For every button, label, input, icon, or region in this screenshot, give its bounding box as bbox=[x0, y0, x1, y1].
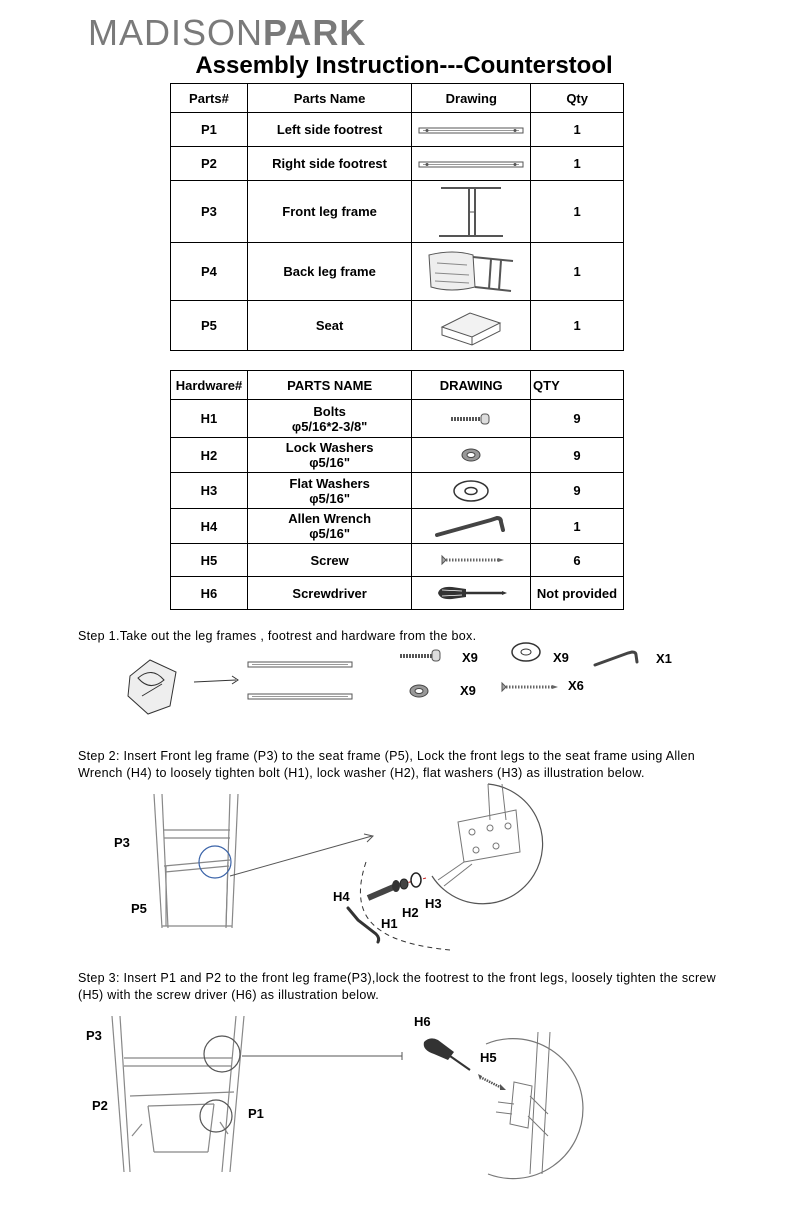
part-id: P4 bbox=[171, 243, 248, 301]
header-hw-drawing: DRAWING bbox=[412, 371, 531, 400]
hardware-id: H3 bbox=[171, 473, 248, 509]
hardware-name: Lock Washers bbox=[285, 440, 374, 455]
part-name: Front leg frame bbox=[247, 181, 411, 243]
part-name: Back leg frame bbox=[247, 243, 411, 301]
step2-label-p3: P3 bbox=[114, 835, 130, 850]
part-id: P2 bbox=[171, 147, 248, 181]
part-id: P3 bbox=[171, 181, 248, 243]
hardware-name-cell bbox=[247, 473, 411, 509]
step1-wrench-icon bbox=[592, 643, 640, 669]
table-row bbox=[171, 147, 624, 181]
step2-label-h2: H2 bbox=[402, 905, 419, 920]
header-hw-parts-name: PARTS NAME bbox=[247, 371, 411, 400]
hardware-spec: φ5/16*2-3/8" bbox=[291, 418, 368, 434]
step1-bolt-count: X9 bbox=[462, 650, 478, 665]
step3-label-h6: H6 bbox=[414, 1014, 431, 1029]
step1-text: Step 1.Take out the leg frames , footrest and hardware from the box. bbox=[78, 629, 477, 643]
part-id: P5 bbox=[171, 301, 248, 351]
bolt-drawing bbox=[412, 400, 531, 438]
step3-frame-illustration bbox=[104, 1012, 264, 1180]
step2-text: Step 2: Insert Front leg frame (P3) to the seat frame (P5), Lock the front legs to the seat frame using Allen Wrench (H4) to loosely tighten bolt (H1), lock washer (H2), flat washers (H3) as illustration below. bbox=[78, 749, 696, 780]
screw-shape bbox=[480, 1077, 502, 1088]
lock-washer-shape bbox=[400, 879, 408, 889]
brand-logo bbox=[88, 12, 366, 54]
bolt-shape bbox=[368, 886, 396, 898]
hardware-name: Screw bbox=[247, 544, 411, 577]
screwdriver-shaft bbox=[450, 1056, 470, 1070]
hardware-name-cell bbox=[247, 509, 411, 544]
header-hardware-num: Hardware# bbox=[171, 371, 248, 400]
screw-drawing bbox=[412, 544, 531, 577]
table-row bbox=[171, 544, 624, 577]
parts-table bbox=[170, 83, 624, 351]
part-name: Left side footrest bbox=[247, 113, 411, 147]
hardware-id: H2 bbox=[171, 438, 248, 473]
step2-label-h4: H4 bbox=[333, 889, 350, 904]
part-qty: 1 bbox=[531, 243, 624, 301]
hardware-qty: 9 bbox=[531, 438, 624, 473]
screwdriver-handle bbox=[424, 1038, 454, 1060]
hardware-qty: 9 bbox=[531, 400, 624, 438]
part-qty: 1 bbox=[531, 147, 624, 181]
front-leg-frame-drawing bbox=[412, 181, 531, 243]
table-row bbox=[171, 400, 624, 438]
flat-washer-drawing bbox=[412, 473, 531, 509]
hardware-spec: φ5/16" bbox=[309, 455, 351, 470]
hardware-qty: 1 bbox=[531, 509, 624, 544]
table-row bbox=[171, 577, 624, 610]
left-footrest-drawing bbox=[412, 113, 531, 147]
header-qty: Qty bbox=[531, 84, 624, 113]
part-name: Right side footrest bbox=[247, 147, 411, 181]
table-header-row bbox=[171, 371, 624, 400]
table-row bbox=[171, 509, 624, 544]
header-parts-name: Parts Name bbox=[247, 84, 411, 113]
header-drawing: Drawing bbox=[412, 84, 531, 113]
table-row bbox=[171, 473, 624, 509]
part-qty: 1 bbox=[531, 113, 624, 147]
allen-wrench-drawing bbox=[412, 509, 531, 544]
hardware-qty: 9 bbox=[531, 473, 624, 509]
page-title: Assembly Instruction---Counterstool bbox=[195, 52, 613, 79]
hardware-name-cell bbox=[247, 438, 411, 473]
step1-screw-icon bbox=[500, 681, 560, 693]
step1-flat-washer-icon bbox=[509, 641, 543, 663]
footrest-pair-drawing bbox=[248, 662, 352, 699]
hardware-name: Screwdriver bbox=[247, 577, 411, 610]
part-qty: 1 bbox=[531, 181, 624, 243]
hardware-spec: φ5/16" bbox=[309, 490, 351, 506]
right-footrest-drawing bbox=[412, 147, 531, 181]
table-row bbox=[171, 243, 624, 301]
step1-lock-washer-icon bbox=[407, 683, 431, 699]
table-row bbox=[171, 438, 624, 473]
step1-lock-washer-count: X9 bbox=[460, 683, 476, 698]
packaging-box-drawing bbox=[128, 660, 176, 714]
part-id: P1 bbox=[171, 113, 248, 147]
hardware-name: Bolts bbox=[313, 403, 346, 419]
header-hw-qty: QTY bbox=[531, 371, 624, 400]
arrow-icon bbox=[194, 676, 238, 684]
step3-label-h5: H5 bbox=[480, 1050, 497, 1065]
lock-washer-drawing bbox=[412, 438, 531, 473]
step2-label-h1: H1 bbox=[381, 916, 398, 931]
header-parts-num: Parts# bbox=[171, 84, 248, 113]
table-row bbox=[171, 113, 624, 147]
step1-screw-count: X6 bbox=[568, 678, 584, 693]
step3-label-p2: P2 bbox=[92, 1098, 108, 1113]
hardware-name: Flat Washers bbox=[289, 475, 370, 491]
hardware-id: H5 bbox=[171, 544, 248, 577]
brand-name-part1: MADISON bbox=[88, 12, 264, 53]
step1-box-illustration bbox=[120, 646, 380, 718]
part-name: Seat bbox=[247, 301, 411, 351]
hardware-id: H4 bbox=[171, 509, 248, 544]
hardware-table bbox=[170, 370, 624, 610]
hardware-id: H6 bbox=[171, 577, 248, 610]
step2-label-p5: P5 bbox=[131, 901, 147, 916]
brand-name-part2: PARK bbox=[263, 12, 367, 53]
step1-flat-washer-count: X9 bbox=[553, 650, 569, 665]
step1-wrench-count: X1 bbox=[656, 651, 672, 666]
step3-detail-arrow bbox=[240, 1050, 408, 1062]
step3-screw-detail bbox=[418, 1024, 578, 1182]
table-header-row bbox=[171, 84, 624, 113]
step2-hardware-detail bbox=[340, 780, 540, 955]
table-row bbox=[171, 181, 624, 243]
step1-bolt-icon bbox=[398, 646, 446, 666]
flat-washer-shape bbox=[411, 873, 421, 887]
screwdriver-drawing bbox=[412, 577, 531, 610]
step3-text: Step 3: Insert P1 and P2 to the front leg frame(P3),lock the footrest to the front legs, loosely tighten the screw (H5) with the screw driver (H6) as illustration below. bbox=[78, 971, 716, 1002]
step3-label-p3: P3 bbox=[86, 1028, 102, 1043]
hardware-name-cell bbox=[247, 400, 411, 438]
hardware-name: Allen Wrench bbox=[288, 511, 372, 526]
seat-drawing bbox=[412, 301, 531, 351]
hardware-qty: 6 bbox=[531, 544, 624, 577]
part-qty: 1 bbox=[531, 301, 624, 351]
step3-label-p1: P1 bbox=[248, 1106, 264, 1121]
hardware-id: H1 bbox=[171, 400, 248, 438]
table-row bbox=[171, 301, 624, 351]
hardware-spec: φ5/16" bbox=[309, 526, 351, 541]
back-leg-frame-drawing bbox=[412, 243, 531, 301]
step2-label-h3: H3 bbox=[425, 896, 442, 911]
hardware-qty: Not provided bbox=[531, 577, 624, 610]
